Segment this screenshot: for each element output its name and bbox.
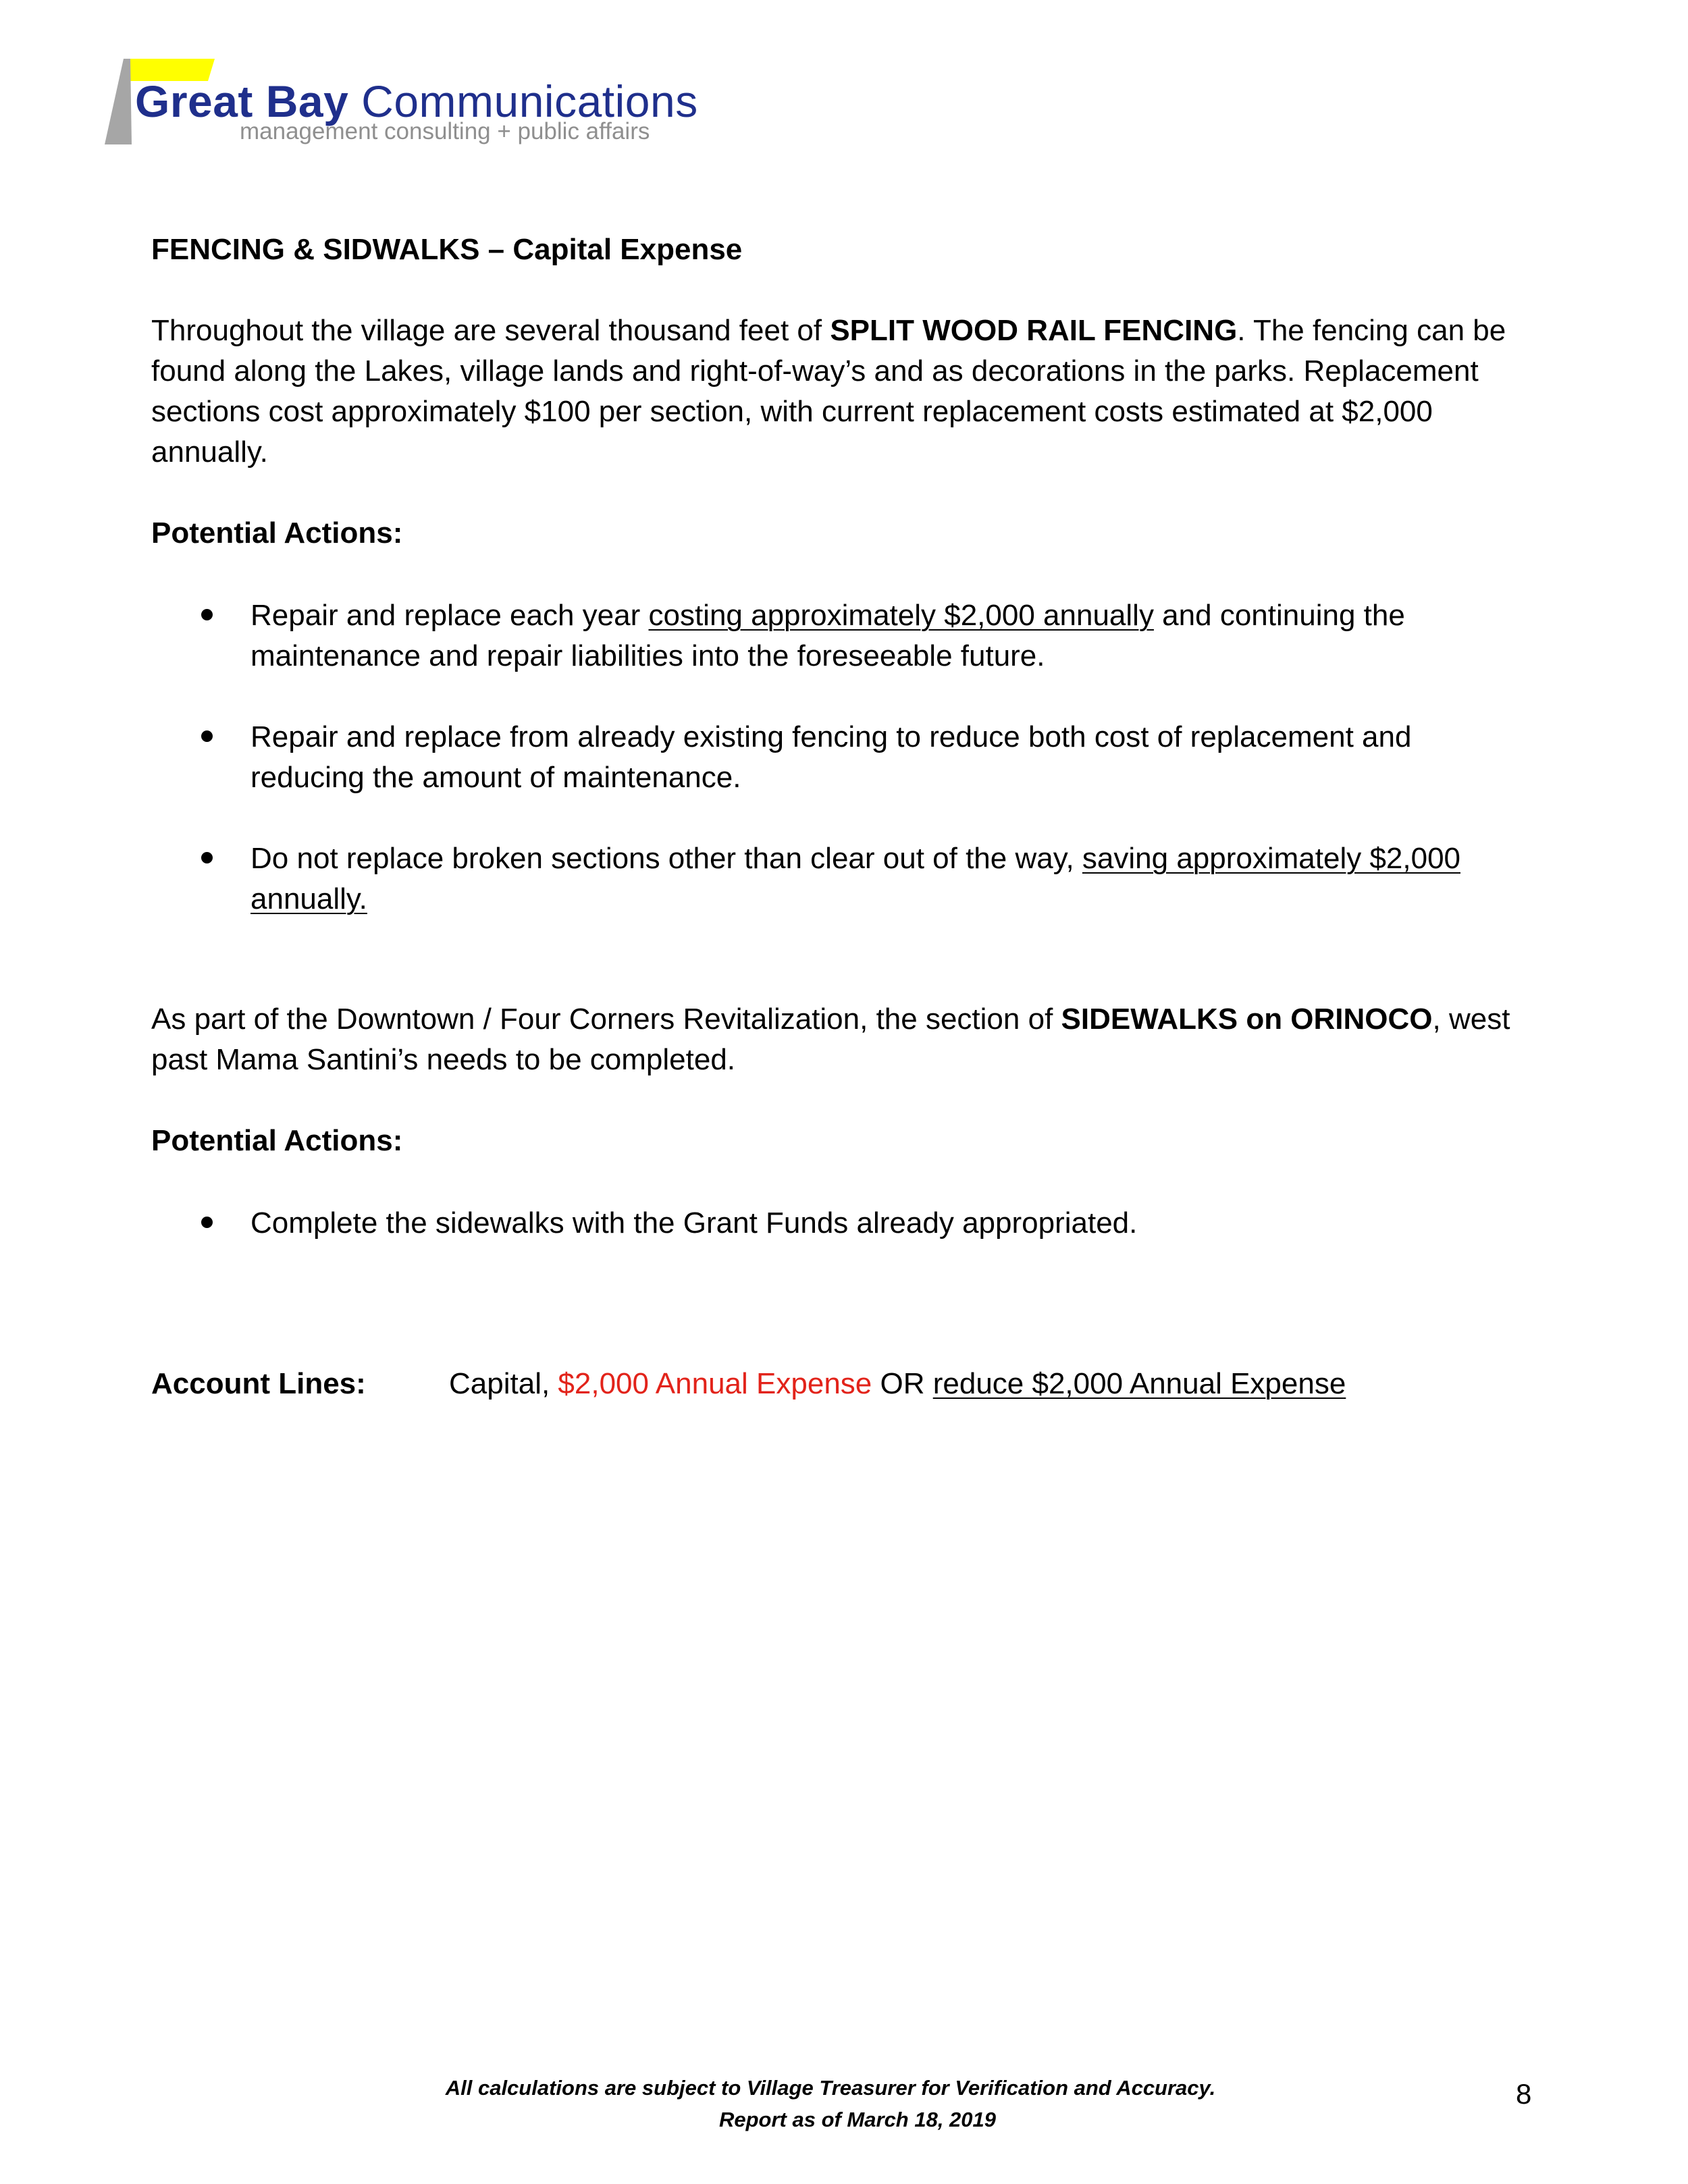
page-number: 8 xyxy=(1516,2078,1532,2110)
fencing-actions-list xyxy=(151,595,1529,920)
bullet-underlined-text: saving approximately $2,000 annually. xyxy=(250,842,1461,915)
bullet-text: and continuing the maintenance and repair liabilities into the foreseeable future. xyxy=(250,599,1405,672)
list-item xyxy=(151,838,1533,920)
account-lines-text: Capital, xyxy=(449,1367,558,1400)
account-lines-label: Account Lines: xyxy=(151,1367,366,1400)
footer-disclaimer: All calculations are subject to Village Treasurer for Verification and Accuracy. xyxy=(445,2076,1216,2100)
potential-actions-heading: Potential Actions: xyxy=(151,516,403,550)
list-item xyxy=(151,717,1533,798)
account-lines xyxy=(151,1364,1346,1404)
bullet-underlined-text: costing approximately $2,000 annually xyxy=(648,599,1154,632)
potential-actions-heading: Potential Actions: xyxy=(151,1124,403,1157)
list-item xyxy=(151,1203,1533,1244)
bullet-text: Repair and replace from already existing fencing to reduce both cost of replacement and reducing the amount of maintenance. xyxy=(250,720,1412,794)
fencing-highlight: SPLIT WOOD RAIL FENCING xyxy=(830,314,1238,347)
logo-name-bold: Great Bay xyxy=(135,76,349,126)
sidewalks-actions-list xyxy=(151,1203,1529,1244)
document-body xyxy=(151,230,1529,1244)
company-logo xyxy=(105,55,698,150)
section-title: FENCING & SIDWALKS – Capital Expense xyxy=(151,233,743,266)
list-item xyxy=(151,595,1533,676)
fencing-paragraph xyxy=(151,311,1529,473)
sidewalks-paragraph-text-1: As part of the Downtown / Four Corners Revitalization, the section of xyxy=(151,1003,1061,1036)
bullet-text: Do not replace broken sections other than clear out of the way, xyxy=(250,842,1082,875)
fencing-paragraph-text-1: Throughout the village are several thousand feet of xyxy=(151,314,830,347)
sidewalks-paragraph-text-2: , west past Mama Santini’s needs to be completed. xyxy=(151,1003,1510,1076)
bullet-text: Complete the sidewalks with the Grant Funds already appropriated. xyxy=(250,1206,1138,1240)
sidewalks-highlight: SIDEWALKS on ORINOCO xyxy=(1061,1003,1433,1036)
bullet-text: Repair and replace each year xyxy=(250,599,649,632)
fencing-paragraph-text-2: . The fencing can be found along the Lakes, village lands and right-of-way’s and as decorations in the parks. Replacement sections cost approximately $100 per section, with current replacement costs estimated at $2,000 annually. xyxy=(151,314,1506,469)
sidewalks-paragraph xyxy=(151,999,1529,1080)
account-lines-or: OR xyxy=(872,1367,933,1400)
reduce-expense-underlined: reduce $2,000 Annual Expense xyxy=(932,1367,1346,1400)
logo-name-rest: Communications xyxy=(361,76,698,126)
annual-expense-red: $2,000 Annual Expense xyxy=(558,1367,872,1400)
logo-tagline: management consulting + public affairs xyxy=(240,118,650,144)
footer-report-date: Report as of March 18, 2019 xyxy=(718,2108,997,2131)
